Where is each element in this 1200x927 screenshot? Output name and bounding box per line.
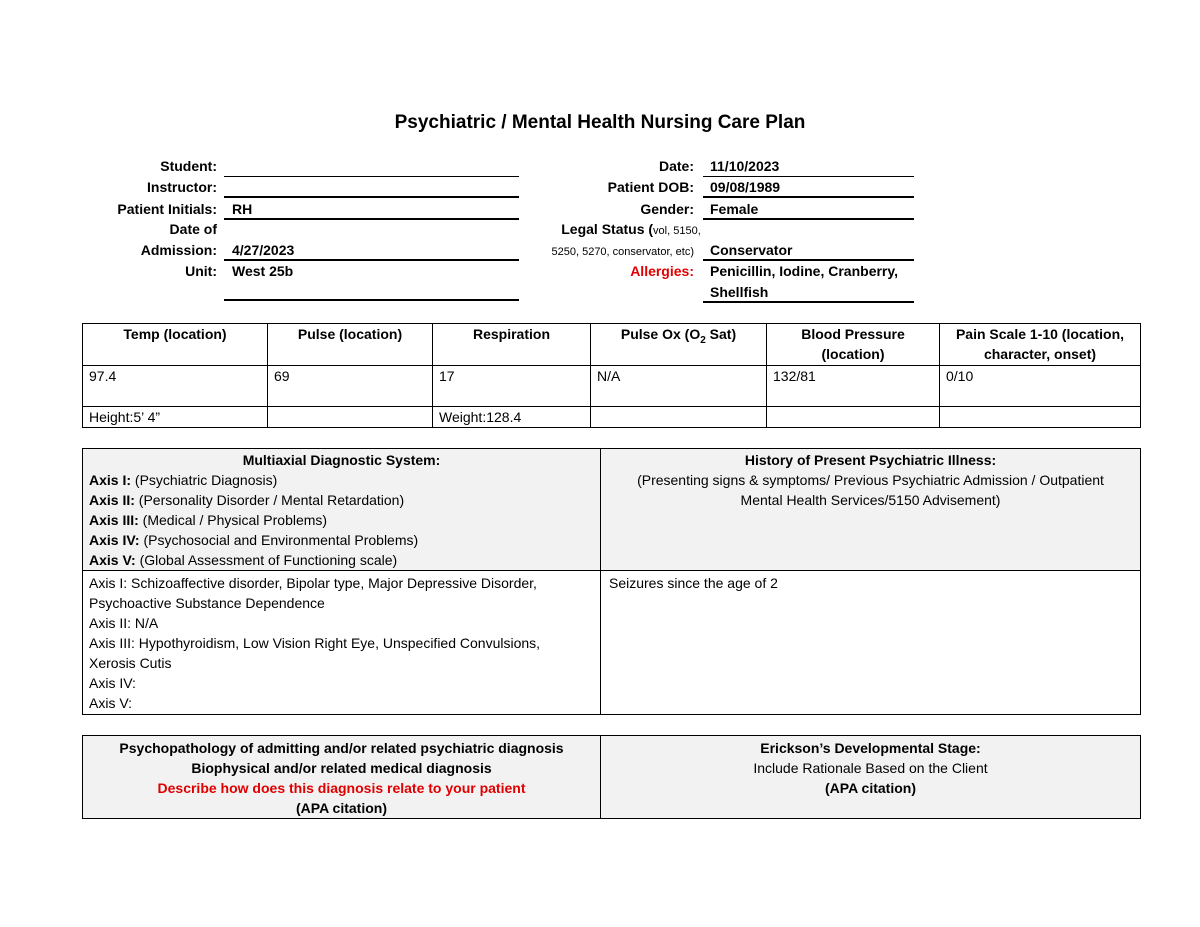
pulse-value[interactable]: 69 [268, 366, 433, 407]
pulse-ox-header: Pulse Ox ($O_2$ Sat) [591, 324, 767, 366]
vitals-row-2 [83, 407, 1141, 428]
allergies-value-1[interactable]: Penicillin, Iodine, Cranberry, [710, 263, 899, 279]
vitals-header-row [83, 324, 1141, 366]
student-label: Student: [160, 158, 217, 174]
vitals-row-1 [83, 366, 1141, 407]
allergies-line [703, 301, 914, 303]
pulse-ox-value[interactable]: N/A [591, 366, 767, 407]
respiration-header: Respiration [433, 324, 591, 366]
axis-line: Xerosis Cutis [89, 655, 172, 671]
axis-line: Axis I: Schizoaffective disorder, Bipolar type, Major Depressive Disorder, [89, 575, 537, 591]
vitals-table [82, 323, 1141, 428]
allergies-value-2[interactable]: Shellfish [710, 284, 769, 300]
psychopathology-cell[interactable]: Psychopathology of admitting and/or related psychiatric diagnosis Biophysical and/or related medical diagnosis Describe how does this diagnosis relate to your patient (APA citation) [83, 736, 601, 819]
axis-line: Psychoactive Substance Dependence [89, 595, 325, 611]
gender-label: Gender: [640, 201, 694, 217]
initials-line [224, 218, 519, 220]
axis-line: Axis II: N/A [89, 615, 159, 631]
unit-label: Unit: [185, 263, 217, 279]
height-value[interactable]: Height:5’ 4” [83, 407, 268, 428]
legal-status-value[interactable]: Conservator [710, 242, 793, 258]
diagnostic-content-row [83, 571, 1141, 715]
unit-value[interactable]: West 25b [232, 263, 294, 279]
erickson-cell[interactable]: Erickson’s Developmental Stage: Include Rationale Based on the Client (APA citation) [601, 736, 1141, 819]
pain-scale-value[interactable]: 0/10 [940, 366, 1141, 407]
axis-line: Axis V: [89, 695, 133, 711]
row2-cell-4[interactable] [591, 407, 767, 428]
row2-cell-5[interactable] [767, 407, 940, 428]
multiaxial-header: Multiaxial Diagnostic System: Axis I: (Psychiatric Diagnosis) Axis II: (Personality Disorder / Mental Retardation) Axis III: (Medical / Physical Problems) Axis IV: (Psychosocial and Environmental Problems) Axis V: (Global Assessment of Functioning scale) [83, 449, 601, 571]
admission-label-1: Date of [169, 221, 217, 237]
history-header: History of Present Psychiatric Illness: (Presenting signs & symptoms/ Previous Psychiatric Admission / Outpatient Mental Health Services/5150 Advisement) [601, 449, 1141, 571]
legal-status-label: Legal Status (vol, 5150, [561, 221, 701, 237]
psychopathology-table [82, 735, 1141, 819]
row2-cell-6[interactable] [940, 407, 1141, 428]
psychopathology-row [83, 736, 1141, 819]
instructor-label: Instructor: [147, 179, 217, 195]
unit-line [224, 299, 519, 301]
pulse-header: Pulse (location) [268, 324, 433, 366]
dob-label: Patient DOB: [607, 179, 694, 195]
student-line [224, 176, 519, 177]
respiration-value[interactable]: 17 [433, 366, 591, 407]
blood-pressure-value[interactable]: 132/81 [767, 366, 940, 407]
diagnostic-header-row [83, 449, 1141, 571]
allergies-label: Allergies: [630, 263, 694, 279]
temp-header: Temp (location) [83, 324, 268, 366]
axis-line: Axis IV: [89, 675, 136, 691]
initials-label: Patient Initials: [117, 201, 217, 217]
blood-pressure-header: Blood Pressure (location) [767, 324, 940, 366]
initials-value[interactable]: RH [232, 201, 253, 217]
date-value[interactable]: 11/10/2023 [710, 158, 780, 174]
weight-value[interactable]: Weight:128.4 [433, 407, 591, 428]
admission-value[interactable]: 4/27/2023 [232, 242, 295, 258]
history-content[interactable]: Seizures since the age of 2 [601, 571, 1141, 715]
axis-content[interactable] [83, 571, 601, 715]
page-title: Psychiatric / Mental Health Nursing Care Plan [394, 112, 806, 133]
diagnostic-table [82, 448, 1141, 715]
dob-value[interactable]: 09/08/1989 [710, 179, 781, 195]
instructor-line [224, 196, 519, 198]
axis-line: Axis III: Hypothyroidism, Low Vision Right Eye, Unspecified Convulsions, [89, 635, 541, 651]
gender-value[interactable]: Female [710, 201, 759, 217]
pain-scale-header: Pain Scale 1-10 (location, character, onset) [940, 324, 1141, 366]
legal-status-label-2: 5250, 5270, conservator, etc) [551, 246, 694, 258]
row2-cell-2[interactable] [268, 407, 433, 428]
admission-label-2: Admission: [140, 242, 217, 258]
date-label: Date: [658, 158, 694, 174]
temp-value[interactable]: 97.4 [83, 366, 268, 407]
dob-line [703, 196, 914, 198]
